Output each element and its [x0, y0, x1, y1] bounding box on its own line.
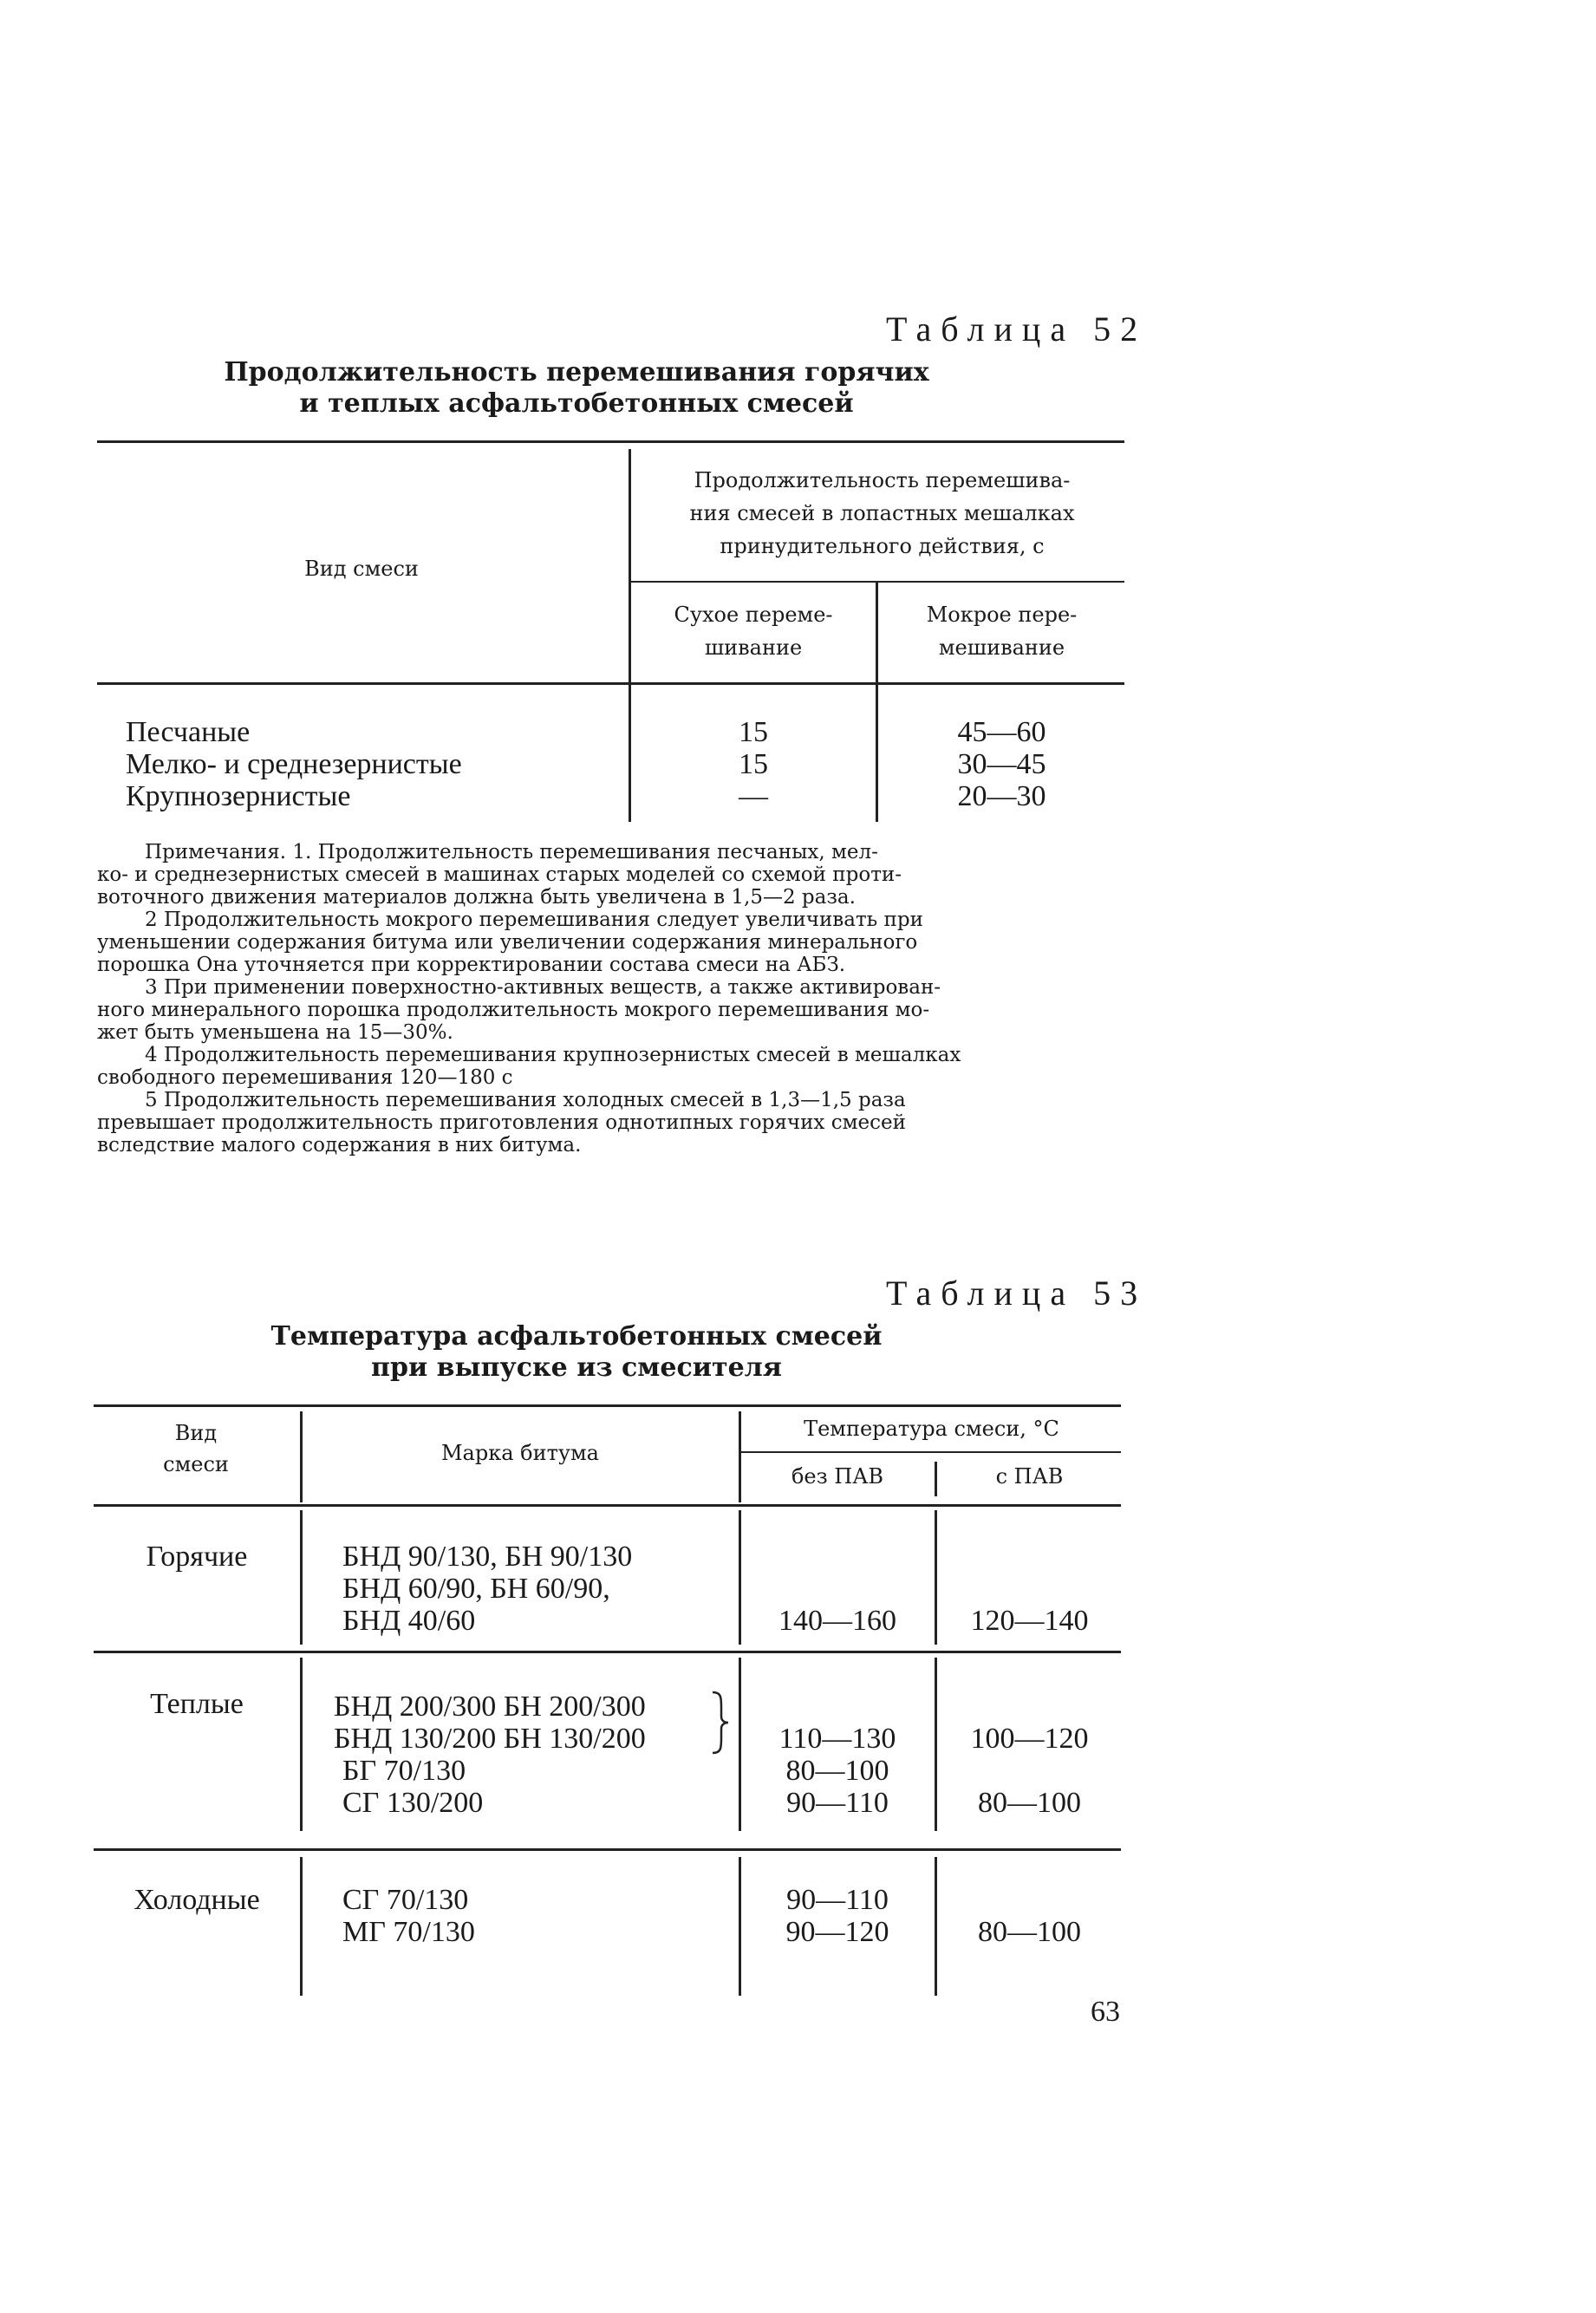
- table-52-head-dry-line-1: Сухое переме-: [674, 603, 833, 627]
- table-53-divider-3: [935, 1510, 937, 1645]
- note-1-line-2: ко- и среднезернистых смесей в машинах старых моделей со схемой проти-: [97, 863, 902, 886]
- table-53-divider-3: [935, 1658, 937, 1831]
- note-3-line-3: жет быть уменьшена на 15—30%.: [97, 1021, 453, 1044]
- table-53-hot-bitumen-line-3: БНД 40/60: [342, 1605, 476, 1637]
- table-52-title: [208, 357, 945, 420]
- table-52-cell-dry: 15: [739, 716, 768, 748]
- note-4-line-2: свободного перемешивания 120—180 с: [97, 1066, 513, 1089]
- table-53-warm-no-pav-1: 110—130: [778, 1723, 896, 1755]
- table-53-head-temp: Температура смеси, °С: [804, 1417, 1059, 1441]
- table-53-warm-bitumen-line-1: БНД 200/300 БН 200/300: [334, 1691, 646, 1723]
- table-53-group-rule: [740, 1451, 1121, 1453]
- note-3-line-2: ного минерального порошка продолжительность мокрого перемешивания мо-: [97, 999, 930, 1021]
- table-53-divider-1: [300, 1411, 303, 1502]
- note-3-line-1: 3 При применении поверхностно-активных веществ, а также активирован-: [145, 976, 941, 999]
- table-52-cell-wet: 45—60: [957, 716, 1046, 748]
- table-53-divider-2: [739, 1857, 741, 1996]
- table-53-hot-bitumen-line-2: БНД 60/90, БН 60/90,: [342, 1573, 610, 1605]
- table-52-head-group-line-2: ния смесей в лопастных мешалках: [689, 501, 1075, 525]
- table-53-warm-no-pav-2: 80—100: [785, 1755, 889, 1787]
- table-53-head-bitumen: Марка битума: [440, 1441, 599, 1465]
- table-52-group-rule: [630, 581, 1124, 583]
- brace-icon: [711, 1691, 730, 1755]
- table-52-head-group: [646, 464, 1118, 563]
- table-52-head-group-line-1: Продолжительность перемешива-: [694, 468, 1071, 492]
- table-53-warm-no-pav-3: 90—110: [786, 1787, 889, 1819]
- table-52-head-wet-line-2: мешивание: [938, 635, 1065, 660]
- note-2-line-3: порошка Она уточняется при корректировании состава смеси на АБЗ.: [97, 954, 846, 976]
- table-52-title-line-2: и теплых асфальтобетонных смесей: [299, 388, 854, 419]
- table-53-top-rule: [94, 1404, 1121, 1407]
- table-52-row: [126, 716, 1123, 748]
- table-53-cold-mix: Холодные: [134, 1884, 260, 1916]
- table-53-warm-bitumen-line-3: БГ 70/130: [342, 1755, 466, 1787]
- table-53-head-mix-line-1: Вид: [174, 1421, 218, 1445]
- table-53-cold-no-pav-2: 90—120: [785, 1916, 889, 1948]
- table-52-cell-mix: Мелко- и среднезернистые: [126, 748, 462, 780]
- table-52-notes: [97, 841, 1124, 1156]
- table-52-top-rule: [97, 440, 1124, 443]
- table-53-divider-2: [739, 1658, 741, 1831]
- table-53-title-line-1: Температура асфальтобетонных смесей: [270, 1321, 883, 1352]
- table-52-head-group-line-3: принудительного действия, с: [720, 534, 1045, 558]
- table-53-title-line-2: при выпуске из смесителя: [371, 1352, 782, 1383]
- table-53-caption: Таблица 53: [886, 1274, 1148, 1313]
- table-53-header-rule: [94, 1504, 1121, 1507]
- note-2-line-1: 2 Продолжительность мокрого перемешивания следует увеличивать при: [145, 909, 923, 931]
- table-53-cold-bitumen-line-2: МГ 70/130: [342, 1916, 475, 1948]
- table-53-title: [208, 1321, 945, 1384]
- table-53-cold-no-pav-1: 90—110: [786, 1884, 889, 1916]
- table-52-cell-dry: —: [739, 780, 768, 812]
- table-53-row-rule: [94, 1848, 1121, 1851]
- note-4-line-1: 4 Продолжительность перемешивания крупнозернистых смесей в мешалках: [145, 1044, 961, 1066]
- table-53-divider-3: [935, 1857, 937, 1996]
- table-53-warm-no-pav: [742, 1723, 933, 1819]
- table-53-hot-pav: 120—140: [970, 1605, 1089, 1637]
- table-53-warm-bitumen-line-2: БНД 130/200 БН 130/200: [334, 1723, 646, 1755]
- table-52-head-mix: Вид смеси: [304, 557, 419, 581]
- table-52-cell-mix: Крупнозернистые: [126, 780, 351, 812]
- table-53-hot-no-pav: 140—160: [778, 1605, 896, 1637]
- table-53-cold-pav: 80—100: [978, 1916, 1081, 1948]
- table-52-header-rule: [97, 682, 1124, 685]
- table-52-cell-mix: Песчаные: [126, 716, 251, 748]
- table-52-head-dry-line-2: шивание: [704, 635, 803, 660]
- table-52-head-wet-line-1: Мокрое пере-: [926, 603, 1078, 627]
- table-53-hot-bitumen-line-1: БНД 90/130, БН 90/130: [342, 1541, 633, 1573]
- note-5-line-2: превышает продолжительность приготовления однотипных горячих смесей: [97, 1111, 906, 1134]
- table-52-head-dry: [633, 598, 874, 664]
- table-53-head-pav: с ПАВ: [995, 1464, 1064, 1489]
- table-53-divider-1: [300, 1658, 303, 1831]
- table-53-warm-pav-3: 80—100: [978, 1787, 1081, 1819]
- table-52-row: [126, 780, 1123, 812]
- table-53-cold-bitumen: [342, 1884, 475, 1948]
- page-number: 63: [1091, 1996, 1120, 2028]
- table-53-hot-mix: Горячие: [146, 1541, 248, 1573]
- table-53-hot-bitumen: [342, 1541, 632, 1637]
- table-53-warm-pav-1: 100—120: [970, 1723, 1089, 1755]
- table-53-head-mix-line-2: смеси: [163, 1452, 229, 1476]
- table-53-warm-bitumen-line-4: СГ 130/200: [342, 1787, 484, 1819]
- note-1-line-3: воточного движения материалов должна быть увеличена в 1,5—2 раза.: [97, 886, 856, 909]
- table-52-title-line-1: Продолжительность перемешивания горячих: [224, 357, 929, 388]
- table-52-cell-wet: 20—30: [957, 780, 1046, 812]
- table-53-warm-bitumen: [334, 1691, 646, 1819]
- table-53-divider-1: [300, 1857, 303, 1996]
- table-53-head-no-pav: без ПАВ: [791, 1464, 884, 1489]
- table-53-divider-3: [935, 1462, 937, 1496]
- table-52-head-wet: [879, 598, 1124, 664]
- table-53-divider-2: [739, 1510, 741, 1645]
- table-53-cold-bitumen-line-1: СГ 70/130: [342, 1884, 469, 1916]
- table-52-cell-dry: 15: [739, 748, 768, 780]
- note-5-line-1: 5 Продолжительность перемешивания холодных смесей в 1,3—1,5 раза: [145, 1089, 906, 1111]
- table-52-row: [126, 748, 1123, 780]
- table-53-row-rule: [94, 1651, 1121, 1653]
- note-1-line-1: Примечания. 1. Продолжительность перемешивания песчаных, мел-: [145, 841, 878, 863]
- note-2-line-2: уменьшении содержания битума или увеличении содержания минерального: [97, 931, 918, 954]
- table-53-divider-2: [739, 1411, 741, 1502]
- table-53-cold-no-pav: [742, 1884, 933, 1948]
- table-52-cell-wet: 30—45: [957, 748, 1046, 780]
- table-53-head-mix: [94, 1417, 298, 1480]
- note-5-line-3: вследствие малого содержания в них битума.: [97, 1134, 582, 1156]
- table-53-divider-1: [300, 1510, 303, 1645]
- table-53-warm-mix: Теплые: [150, 1688, 244, 1720]
- table-52-caption: Таблица 52: [886, 309, 1148, 349]
